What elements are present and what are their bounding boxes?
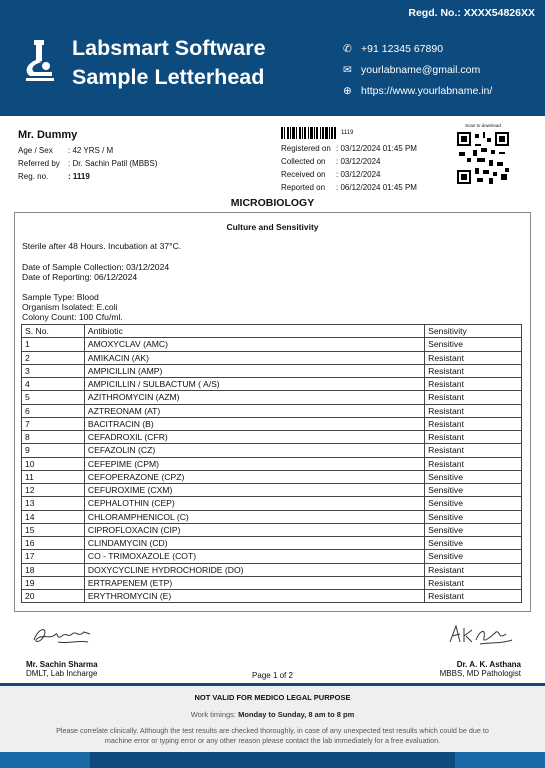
referred-label: Referred by bbox=[18, 159, 60, 168]
bottom-bar-accent-right bbox=[455, 752, 545, 768]
table-row bbox=[22, 457, 522, 470]
email-icon: ✉ bbox=[343, 63, 352, 76]
received-label: Received on bbox=[281, 170, 326, 179]
serial-cell: 18 bbox=[22, 563, 85, 576]
barcode-icon bbox=[281, 127, 337, 139]
bottom-bar-accent-left bbox=[0, 752, 90, 768]
reported-value: : 06/12/2024 01:45 PM bbox=[336, 183, 417, 192]
work-timings-label: Work timings: bbox=[190, 710, 237, 719]
sensitivity-cell: Resistant bbox=[425, 563, 522, 576]
website-text: https://www.yourlabname.in/ bbox=[361, 84, 493, 97]
flask-logo-icon bbox=[22, 38, 58, 82]
antibiotic-cell: CEFOPERAZONE (CPZ) bbox=[84, 470, 424, 483]
table-row bbox=[22, 537, 522, 550]
antibiotic-cell: BACITRACIN (B) bbox=[84, 417, 424, 430]
table-row bbox=[22, 404, 522, 417]
table-row bbox=[22, 378, 522, 391]
brand-line-1: Labsmart Software bbox=[72, 36, 266, 60]
serial-cell: 16 bbox=[22, 537, 85, 550]
serial-cell: 7 bbox=[22, 417, 85, 430]
serial-cell: 14 bbox=[22, 510, 85, 523]
work-timings bbox=[0, 710, 545, 719]
table-row bbox=[22, 563, 522, 576]
sensitivity-cell: Resistant bbox=[425, 576, 522, 589]
left-signatory-name: Mr. Sachin Sharma bbox=[26, 660, 98, 669]
column-header: S. No. bbox=[22, 325, 85, 338]
sensitivity-cell: Sensitive bbox=[425, 497, 522, 510]
antibiotic-cell: CEFADROXIL (CFR) bbox=[84, 431, 424, 444]
page-number: Page 1 of 2 bbox=[252, 671, 293, 680]
sensitivity-table bbox=[21, 324, 522, 603]
referred-value: : Dr. Sachin Patil (MBBS) bbox=[68, 159, 158, 168]
sensitivity-cell: Sensitive bbox=[425, 470, 522, 483]
globe-icon: ⊕ bbox=[343, 84, 352, 97]
serial-cell: 13 bbox=[22, 497, 85, 510]
collected-value: : 03/12/2024 bbox=[336, 157, 381, 166]
department-title: MICROBIOLOGY bbox=[230, 197, 315, 209]
barcode-number: 1119 bbox=[341, 130, 354, 136]
reg-label: Reg. no. bbox=[18, 172, 49, 181]
table-body bbox=[22, 338, 522, 603]
serial-cell: 17 bbox=[22, 550, 85, 563]
antibiotic-cell: ERYTHROMYCIN (E) bbox=[84, 590, 424, 603]
table-row bbox=[22, 550, 522, 563]
table-row bbox=[22, 484, 522, 497]
serial-cell: 12 bbox=[22, 484, 85, 497]
phone-icon: ✆ bbox=[343, 42, 352, 55]
sensitivity-cell: Sensitive bbox=[425, 338, 522, 351]
table-row bbox=[22, 444, 522, 457]
table-header-row bbox=[22, 325, 522, 338]
antibiotic-cell: CEFEPIME (CPM) bbox=[84, 457, 424, 470]
right-signatory-title: MBBS, MD Pathologist bbox=[439, 669, 521, 678]
antibiotic-cell: CLINDAMYCIN (CD) bbox=[84, 537, 424, 550]
antibiotic-cell: CIPROFLOXACIN (CIP) bbox=[84, 523, 424, 536]
sensitivity-cell: Sensitive bbox=[425, 523, 522, 536]
sensitivity-cell: Resistant bbox=[425, 378, 522, 391]
sensitivity-cell: Resistant bbox=[425, 431, 522, 444]
serial-cell: 5 bbox=[22, 391, 85, 404]
table-row bbox=[22, 338, 522, 351]
registered-label: Registered on bbox=[281, 144, 331, 153]
serial-cell: 20 bbox=[22, 590, 85, 603]
table-row bbox=[22, 364, 522, 377]
table-row bbox=[22, 391, 522, 404]
sensitivity-cell: Resistant bbox=[425, 444, 522, 457]
table-row bbox=[22, 351, 522, 364]
email-text: yourlabname@gmail.com bbox=[361, 63, 481, 76]
left-signatory-title: DMLT, Lab Incharge bbox=[26, 669, 98, 678]
sensitivity-cell: Sensitive bbox=[425, 550, 522, 563]
patient-info bbox=[18, 129, 157, 183]
sensitivity-cell: Resistant bbox=[425, 391, 522, 404]
serial-cell: 10 bbox=[22, 457, 85, 470]
phone-text: +91 12345 67890 bbox=[361, 42, 444, 55]
work-timings-value: Monday to Sunday, 8 am to 8 pm bbox=[238, 710, 355, 719]
antibiotic-cell: DOXYCYCLINE HYDROCHORIDE (DO) bbox=[84, 563, 424, 576]
report-dates bbox=[281, 142, 417, 194]
test-name: Culture and Sensitivity bbox=[226, 222, 319, 232]
serial-cell: 8 bbox=[22, 431, 85, 444]
sensitivity-cell: Resistant bbox=[425, 457, 522, 470]
reported-label: Reported on bbox=[281, 183, 326, 192]
incubation-note: Sterile after 48 Hours. Incubation at 37°C. bbox=[22, 241, 182, 251]
signature-right-icon bbox=[440, 620, 520, 650]
table-row bbox=[22, 431, 522, 444]
age-sex-label: Age / Sex bbox=[18, 146, 53, 155]
collection-date: Date of Sample Collection: 03/12/2024 bbox=[22, 262, 170, 272]
signature-left-icon bbox=[28, 620, 98, 650]
colony-count: Colony Count: 100 Cfu/ml. bbox=[22, 312, 123, 322]
antibiotic-cell: AZTREONAM (AT) bbox=[84, 404, 424, 417]
serial-cell: 2 bbox=[22, 351, 85, 364]
column-header: Sensitivity bbox=[425, 325, 522, 338]
reg-value: : 1119 bbox=[68, 172, 90, 181]
received-value: : 03/12/2024 bbox=[336, 170, 381, 179]
serial-cell: 4 bbox=[22, 378, 85, 391]
right-signatory-name: Dr. A. K. Asthana bbox=[456, 660, 521, 669]
table-row bbox=[22, 590, 522, 603]
antibiotic-cell: CEFAZOLIN (CZ) bbox=[84, 444, 424, 457]
antibiotic-cell: AMIKACIN (AK) bbox=[84, 351, 424, 364]
collected-label: Collected on bbox=[281, 157, 326, 166]
age-sex-value: : 42 YRS / M bbox=[68, 146, 114, 155]
sensitivity-cell: Sensitive bbox=[425, 510, 522, 523]
contact-block bbox=[343, 38, 492, 101]
antibiotic-cell: CO - TRIMOXAZOLE (COT) bbox=[84, 550, 424, 563]
serial-cell: 3 bbox=[22, 364, 85, 377]
table-row bbox=[22, 497, 522, 510]
sensitivity-cell: Resistant bbox=[425, 364, 522, 377]
sensitivity-cell: Sensitive bbox=[425, 537, 522, 550]
patient-name: Mr. Dummy bbox=[18, 129, 78, 141]
lab-name bbox=[72, 34, 266, 92]
registration-number: Regd. No.: XXXX54826XX bbox=[408, 7, 535, 19]
serial-cell: 19 bbox=[22, 576, 85, 589]
sample-type: Sample Type: Blood bbox=[22, 292, 99, 302]
organism: Organism Isolated: E.coli bbox=[22, 302, 118, 312]
table-row bbox=[22, 510, 522, 523]
antibiotic-cell: AMOXYCLAV (AMC) bbox=[84, 338, 424, 351]
table-header bbox=[22, 325, 522, 338]
reporting-date: Date of Reporting: 06/12/2024 bbox=[22, 272, 138, 282]
sensitivity-cell: Resistant bbox=[425, 590, 522, 603]
antibiotic-cell: AMPICILLIN (AMP) bbox=[84, 364, 424, 377]
antibiotic-cell: CEFUROXIME (CXM) bbox=[84, 484, 424, 497]
scan-label: Scan to download bbox=[465, 123, 501, 128]
table-row bbox=[22, 576, 522, 589]
serial-cell: 11 bbox=[22, 470, 85, 483]
serial-cell: 9 bbox=[22, 444, 85, 457]
qr-code-icon[interactable] bbox=[455, 130, 511, 186]
column-header: Antibiotic bbox=[84, 325, 424, 338]
table-row bbox=[22, 523, 522, 536]
antibiotic-cell: AMPICILLIN / SULBACTUM ( A/S) bbox=[84, 378, 424, 391]
sensitivity-cell: Sensitive bbox=[425, 484, 522, 497]
letterhead-header bbox=[0, 0, 545, 116]
antibiotic-cell: ERTRAPENEM (ETP) bbox=[84, 576, 424, 589]
antibiotic-cell: AZITHROMYCIN (AZM) bbox=[84, 391, 424, 404]
not-valid-notice: NOT VALID FOR MEDICO LEGAL PURPOSE bbox=[194, 693, 351, 702]
serial-cell: 15 bbox=[22, 523, 85, 536]
serial-cell: 1 bbox=[22, 338, 85, 351]
antibiotic-cell: CHLORAMPHENICOL (C) bbox=[84, 510, 424, 523]
barcode bbox=[281, 127, 353, 139]
serial-cell: 6 bbox=[22, 404, 85, 417]
sensitivity-cell: Resistant bbox=[425, 417, 522, 430]
antibiotic-cell: CEPHALOTHIN (CEP) bbox=[84, 497, 424, 510]
disclaimer: Please correlate clinically. Although the test results are checked thoroughly, in case of any unexpected test results which could be due to machine error or typing error or any other reason please contact the lab immediately for a free evaluation. bbox=[56, 726, 489, 745]
table-row bbox=[22, 470, 522, 483]
registered-value: : 03/12/2024 01:45 PM bbox=[336, 144, 417, 153]
brand-line-2: Sample Letterhead bbox=[72, 65, 265, 89]
table-row bbox=[22, 417, 522, 430]
sensitivity-cell: Resistant bbox=[425, 404, 522, 417]
sensitivity-cell: Resistant bbox=[425, 351, 522, 364]
